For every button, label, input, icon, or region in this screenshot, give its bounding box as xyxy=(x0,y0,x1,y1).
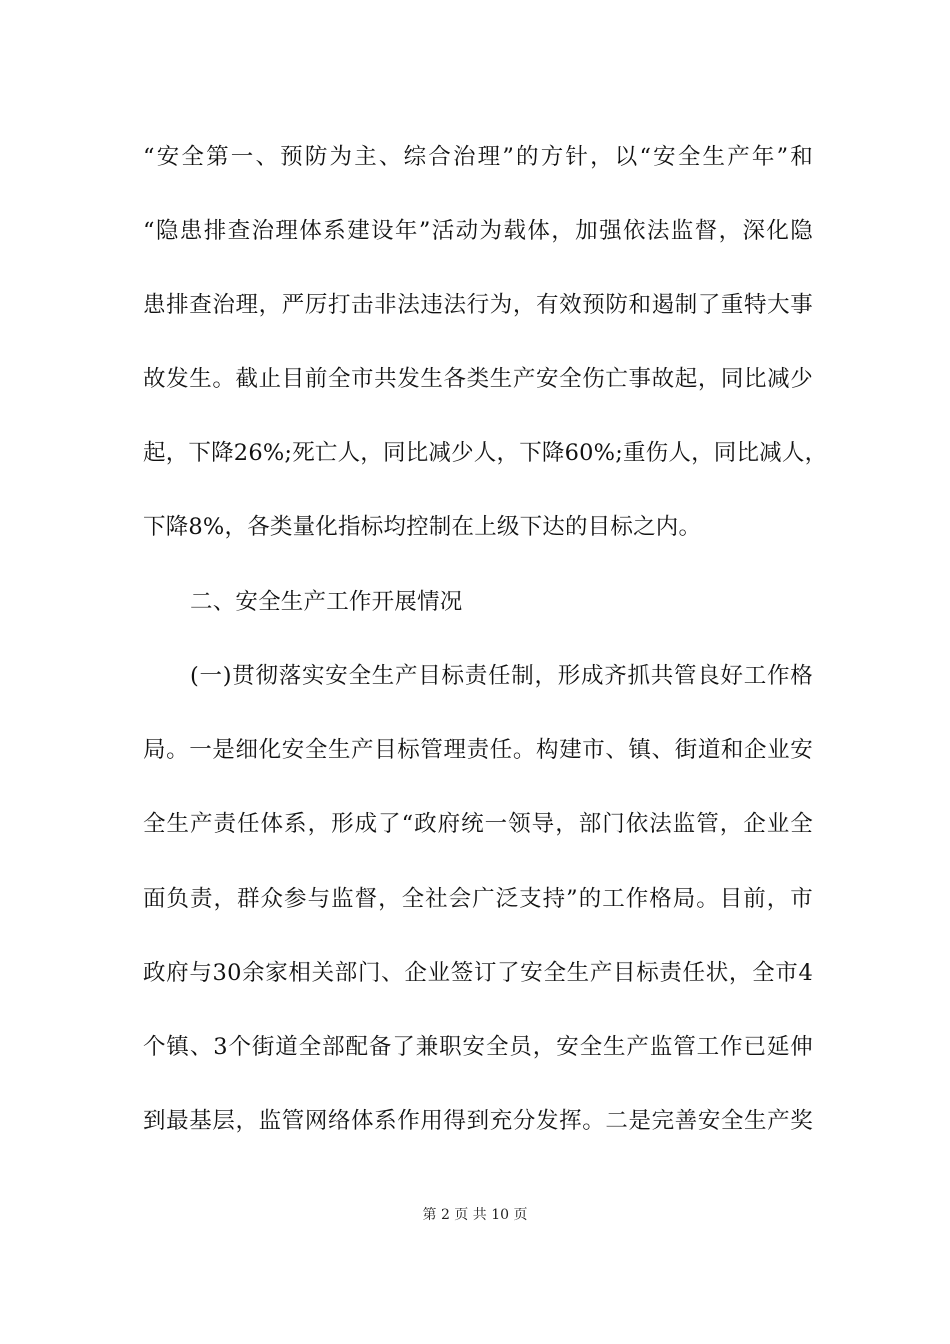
paragraph-line: “隐患排查治理体系建设年”活动为载体，加强依法监督，深化隐 xyxy=(143,218,813,244)
paragraph-line: 到最基层，监管网络体系作用得到充分发挥。二是完善安全生产奖 xyxy=(143,1108,813,1134)
paragraph-line: “安全第一、预防为主、综合治理”的方针，以“安全生产年”和 xyxy=(143,144,813,170)
paragraph-line: 故发生。截止目前全市共发生各类生产安全伤亡事故起，同比减少 xyxy=(143,366,813,392)
paragraph-line: 全生产责任体系，形成了“政府统一领导，部门依法监管，企业全 xyxy=(143,811,813,837)
paragraph-line: (一)贯彻落实安全生产目标责任制，形成齐抓共管良好工作格 xyxy=(190,663,813,689)
section-heading: 二、安全生产工作开展情况 xyxy=(190,589,463,615)
paragraph-line: 患排查治理，严厉打击非法违法行为，有效预防和遏制了重特大事 xyxy=(143,292,813,318)
paragraph-line: 下降8%，各类量化指标均控制在上级下达的目标之内。 xyxy=(143,514,702,540)
page-number-footer: 第 2 页 共 10 页 xyxy=(422,1207,528,1223)
paragraph-line: 个镇、3个街道全部配备了兼职安全员，安全生产监管工作已延伸 xyxy=(143,1034,813,1060)
paragraph-line: 政府与30余家相关部门、企业签订了安全生产目标责任状，全市4 xyxy=(143,960,813,986)
paragraph-line: 面负责，群众参与监督，全社会广泛支持”的工作格局。目前，市 xyxy=(143,886,813,912)
paragraph-line: 局。一是细化安全生产目标管理责任。构建市、镇、街道和企业安 xyxy=(143,737,813,763)
paragraph-line: 起，下降26%;死亡人，同比减少人，下降60%;重伤人，同比减人， xyxy=(143,440,828,466)
